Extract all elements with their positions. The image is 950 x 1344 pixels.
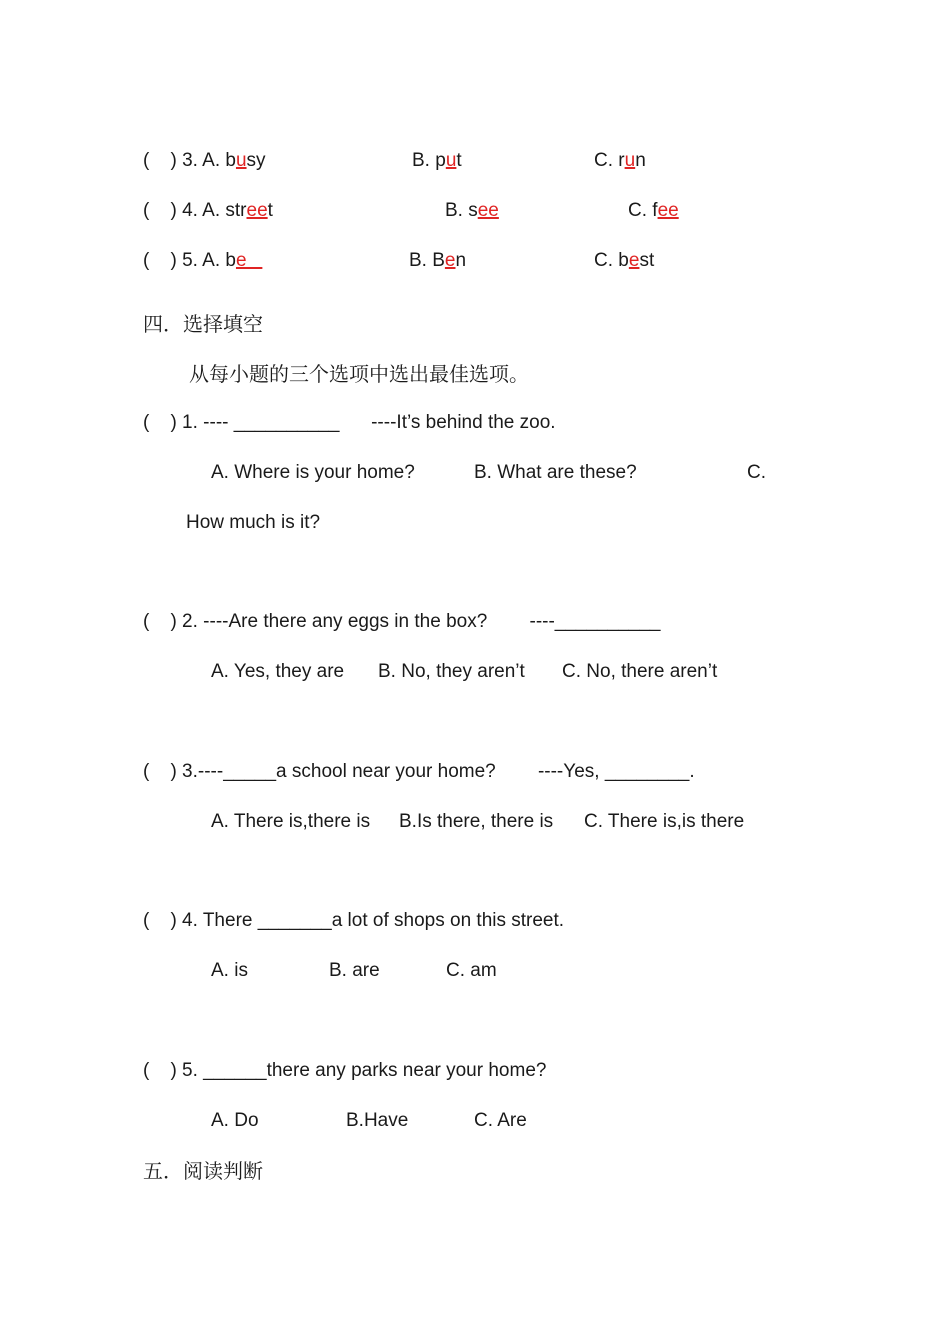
question-2-option-a: A. Yes, they are [211, 661, 345, 682]
phonics-3-option-c: C. run [594, 150, 646, 171]
question-1-option-c-cont: How much is it? [186, 512, 321, 533]
question-2-stem: ( ) 2. ----Are there any eggs in the box? ----__________ [143, 611, 661, 632]
question-1-option-a: A. Where is your home? [211, 462, 415, 483]
question-2-option-b: B. No, they aren’t [378, 661, 525, 682]
phonics-4-option-b: B. see [445, 200, 499, 221]
phonics-5-option-b: B. Ben [409, 250, 467, 271]
question-4-option-c: C. am [446, 960, 497, 981]
question-3-option-c: C. There is,is there [584, 811, 745, 832]
question-5-option-a: A. Do [211, 1110, 259, 1131]
phonics-4-stem: ( ) 4. A. street [143, 200, 273, 221]
question-5-option-b: B.Have [346, 1110, 409, 1131]
question-4-option-b: B. are [329, 960, 380, 981]
section-4-title: 四．选择填空 [143, 312, 263, 336]
question-3-option-a: A. There is,there is [211, 811, 371, 832]
question-3-option-b: B.Is there, there is [399, 811, 554, 832]
question-3-stem: ( ) 3.----_____a school near your home? ----Yes, ________. [143, 761, 695, 782]
phonics-4-option-c: C. fee [628, 200, 679, 221]
question-4-stem: ( ) 4. There _______a lot of shops on this street. [143, 910, 565, 931]
question-2-option-c: C. No, there aren’t [562, 661, 718, 682]
phonics-5-stem: ( ) 5. A. be [143, 250, 263, 271]
section-4-instruction: 从每小题的三个选项中选出最佳选项。 [189, 362, 529, 386]
phonics-3-stem: ( ) 3. A. busy [143, 150, 266, 171]
question-1-option-b: B. What are these? [474, 462, 637, 483]
question-1-option-c: C. [747, 462, 766, 483]
question-5-stem: ( ) 5. ______there any parks near your home? [143, 1060, 547, 1081]
question-5-option-c: C. Are [474, 1110, 527, 1131]
section-5-title: 五．阅读判断 [143, 1159, 263, 1183]
phonics-5-option-c: C. best [594, 250, 655, 271]
question-1-stem: ( ) 1. ---- __________ ----It’s behind the zoo. [143, 412, 556, 433]
question-4-option-a: A. is [211, 960, 248, 981]
phonics-3-option-b: B. put [412, 150, 462, 171]
